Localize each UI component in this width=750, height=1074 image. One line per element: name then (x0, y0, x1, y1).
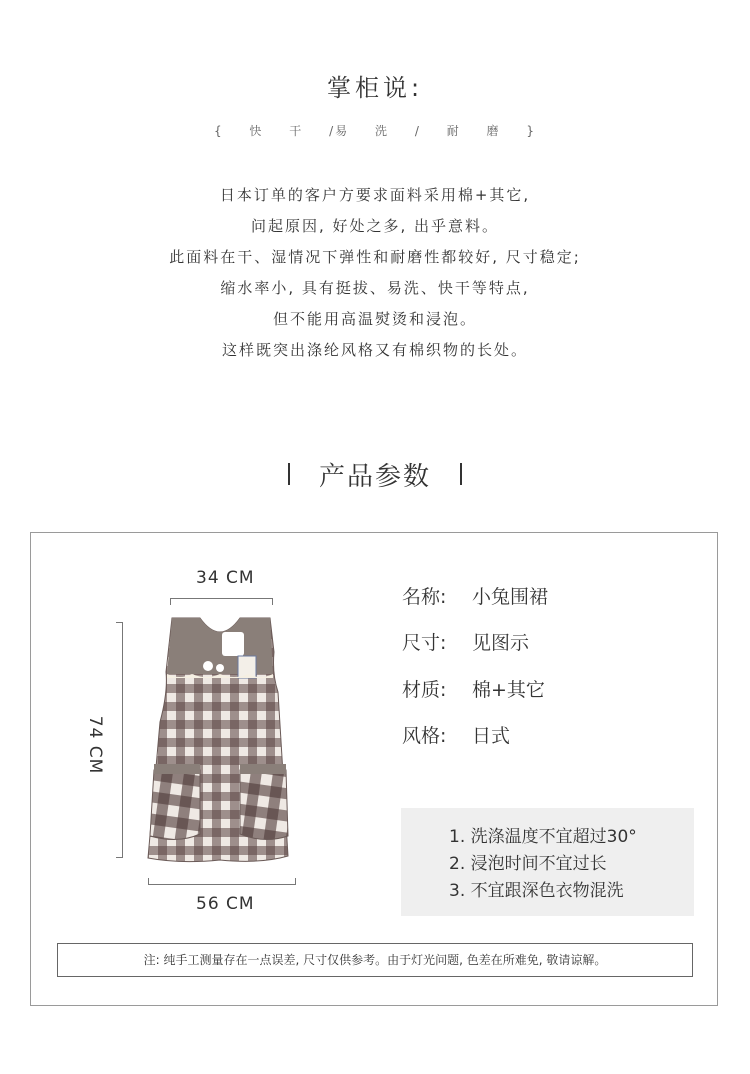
spec-material (402, 675, 545, 702)
spec-key: 名称: (402, 586, 447, 608)
care-list (449, 824, 637, 905)
intro-paragraph (0, 180, 750, 366)
length-tick (116, 857, 123, 858)
length-tick (116, 622, 123, 623)
footnote: 注: 纯手工测量存在一点误差, 尺寸仅供参考。由于灯光问题, 色差在所难免, 敬请谅解。 (57, 943, 693, 977)
intro-line: 日本订单的客户方要求面料采用棉+其它, (219, 186, 531, 204)
care-item: 1. 洗涤温度不宜超过30° (449, 827, 637, 847)
title-bar-right (460, 463, 462, 485)
product-frame (30, 532, 718, 1006)
intro-line: 这样既突出涤纶风格又有棉织物的长处。 (221, 341, 528, 359)
top-width-line (170, 598, 273, 599)
top-width-tick (272, 598, 273, 605)
bottom-width-label: 56 CM (196, 894, 255, 914)
tag: } (526, 124, 537, 138)
intro-line: 此面料在干、湿情况下弹性和耐磨性都较好, 尺寸稳定; (169, 248, 581, 266)
spec-value: 日式 (472, 725, 511, 747)
care-item: 3. 不宜跟深色衣物混洗 (449, 881, 624, 901)
spec-key: 尺寸: (402, 632, 447, 654)
tag: 耐 (446, 124, 461, 138)
bottom-width-tick (295, 878, 296, 885)
feature-tags (0, 122, 750, 139)
tag: 洗 (374, 124, 389, 138)
bottom-width-line (148, 884, 296, 885)
intro-line: 问起原因, 好处之多, 出乎意料。 (250, 217, 500, 235)
top-width-tick (170, 598, 171, 605)
care-item: 2. 浸泡时间不宜过长 (449, 854, 607, 874)
page-title: 掌柜说: (326, 74, 424, 102)
bottom-width-tick (148, 878, 149, 885)
tag: 磨 (486, 124, 501, 138)
tag: 干 (289, 124, 304, 138)
tag: 快 (249, 124, 264, 138)
spec-size (402, 628, 529, 655)
tag: / (414, 124, 421, 138)
spec-key: 风格: (402, 725, 447, 747)
tag: /易 (329, 124, 350, 138)
spec-name (402, 582, 548, 609)
apron-image (140, 612, 300, 870)
section-title: 产品参数 (318, 462, 431, 492)
tag: { (213, 124, 224, 138)
spec-value: 小兔围裙 (472, 586, 549, 608)
spec-style (402, 721, 510, 748)
spec-value: 见图示 (472, 632, 530, 654)
intro-line: 但不能用高温熨烫和浸泡。 (272, 310, 477, 328)
length-line (122, 622, 123, 858)
spec-value: 棉+其它 (472, 679, 545, 701)
intro-line: 缩水率小, 具有挺拔、易洗、快干等特点, (220, 279, 530, 297)
length-label: 74 CM (85, 715, 105, 775)
top-width-label: 34 CM (196, 568, 255, 588)
care-notice-box (401, 808, 694, 916)
spec-key: 材质: (402, 679, 447, 701)
